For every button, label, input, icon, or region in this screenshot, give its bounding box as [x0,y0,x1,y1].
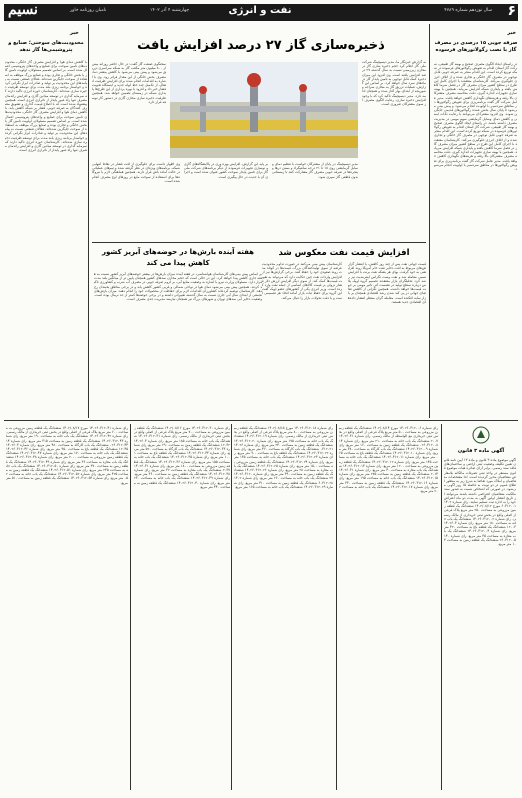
right-column-label: خبر [507,30,516,36]
notice-column-4: رای شماره ۱۴۰۲۶۰۳۱۲۰۳۰ مورخ ۱۴۰۲/۰۸/۱۶ ششدانگ یک قطعه زمین مزروعی به مساحت ۷۰۰ متر مربع پلاک فرعی از اصلی واقع در بخش ثبتی خریداری از مالک رسمی. رای شماره ۱۴۰۲۶۰۳۱۲۰۳۱ ششدانگ یک باب خانه به مساحت ۱۸۵ متر مربع. رای شماره ۱۴۰۲۶۰۳۱۲۰۳۲ ششدانگ یک قطعه زمین به مساحت ۲۹۰ متر مربع. رای شماره ۱۴۰۲۶۰۳۱۲۰۳۳ ششدانگ یک باب کارگاه به مساحت ۵۲۰ متر مربع. رای شماره ۱۴۰۲۶۰۳۱۲۰۳۴ ششدانگ یک قطعه باغ به مساحت ۱۱۰۰ متر مربع. رای شماره ۱۴۰۲۶۰۳۱۲۰۳۵ ششدانگ یک باب خانه به مساحت ۱۵۵ متر مربع. رای شماره ۱۴۰۲۶۰۳۱۲۰۳۶ ششدانگ یک قطعه زمین مزروعی به مساحت ۱۸۰۰ متر مربع. رای شماره ۱۴۰۲۶۰۳۱۲۰۳۷ ششدانگ یک باب مغازه به مساحت ۳۲ متر مربع. رای شماره ۱۴۰۲۶۰۳۱۲۰۳۸ ششدانگ یک قطعه زمین به مساحت ۳۶۰ متر مربع. رای شماره ۱۴۰۲۶۰۳۱۲۰۳۹ ششدانگ یک باب خانه به مساحت ۲۳۰ متر مربع. رای شماره ۱۴۰۲۶۰۳۱۲۰۴۰ ششدانگ یک قطعه زمین به مساحت ۴۴۰ متر مربع. [134,426,230,489]
notice-emblem-box [446,426,516,448]
oil-price-body-1: قیمت جهانی نفت پس از چند روز کاهش، با انتشار گزارش‌های مربوط به افت ذخایر نفت خام آمریکا روند افزایشی به خود گرفت. بهای هر بشکه نفت برنت با افزایش نسبی معامله شد و نفت وست تگزاس اینترمدیت نیز رشد کرد. تحلیلگران بازار معتقدند تصمیم گروه اوپک پلاس درباره سطح تولید در نشست آتی تاثیر مهمی بر جهت قیمت‌ها خواهد داشت. همچنین نگرانی از کاهش تقاضای جهانی در پی کند شدن رشد اقتصادی همچنان بر بازار سایه افکنده است. معامله گران منتظر انتشار داده‌های اقتصادی جدید هستند. [348,262,426,304]
main-story-body-3: وی اظهار داشت برای جلوگیری از افت فشار در نقاط انتهایی شبکه، برنامه‌های ویژه‌ای در نظر گرفته شده و تیم‌های عملیاتی در حالت آماده باش قرار دارند. همچنین هماهنگی لازم با نیروگاه‌ها برای استفاده از سوخت مایع در روزهای اوج مصرف انجام شده است. [92,162,180,183]
notice-column-2: رای شماره ۱۴۰۲۶۰۳۱۲۰۰۶ مورخ ۱۴۰۲/۰۸/۱۴ ششدانگ یک قطعه زمین مزروعی به مساحت ۵۰۰ متر مربع پلاک فرعی از اصلی واقع در بخش ثبتی خریداری مع الواسطه از مالک رسمی. رای شماره ۱۴۰۲۶۰۳۱۲۰۰۷ ششدانگ یک باب خانه به مساحت ۲۱۰ متر مربع. رای شماره ۱۴۰۲۶۰۳۱۲۰۰۸ ششدانگ یک قطعه زمین به مساحت ۱۶۰ متر مربع. رای شماره ۱۴۰۲۶۰۳۱۲۰۰۹ ششدانگ یک باب کارگاه به مساحت ۳۸۰ متر مربع. رای شماره ۱۴۰۲۶۰۳۱۲۰۱۰ ششدانگ یک قطعه باغ به مساحت ۶۵۰ متر مربع. رای شماره ۱۴۰۲۶۰۳۱۲۰۱۱ ششدانگ یک باب خانه به مساحت ۱۴۵ متر مربع. رای شماره ۱۴۰۲۶۰۳۱۲۰۱۲ ششدانگ یک قطعه زمین مزروعی به مساحت ۱۲۰۰ متر مربع. رای شماره ۱۴۰۲۶۰۳۱۲۰۱۳ ششدانگ یک باب مغازه به مساحت ۴۰ متر مربع. رای شماره ۱۴۰۲۶۰۳۱۲۰۱۴ ششدانگ یک قطعه زمین به مساحت ۲۷۵ متر مربع. رای شماره ۱۴۰۲۶۰۳۱۲۰۱۵ ششدانگ یک باب خانه به مساحت ۱۹۵ متر مربع. رای شماره ۱۴۰۲۶۰۳۱۲۰۱۶ ششدانگ یک قطعه زمین به مساحت ۳۳۰ متر مربع. رای شماره ۱۴۰۲۶۰۳۱۲۰۱۷ ششدانگ یک باب خانه به مساحت ۲۲۰ متر مربع. [339,426,438,494]
notice-column-1: آگهی موضوع ماده ۳ قانون و ماده ۱۳ آیین نامه قانون تعیین تکلیف وضعیت ثبتی اراضی و ساختمان‌های فاقد سند رسمی. برابر آرای صادره هیات موضوع قانون مستقر در واحد ثبتی تصرفات مالکانه بلامعارض متقاضیان محرز گردیده است. لذا مشخصات متقاضیان و املاک مورد تقاضا به شرح زیر به منظور اطلاع عموم در دو نوبت به فاصله ۱۵ روز آگهی می‌شود. در صورتی که اشخاص نسبت به صدور سند مالکیت متقاضیان اعتراضی داشته باشند می‌توانند از تاریخ انتشار اولین آگهی به مدت دو ماه اعتراض خود را به اداره ثبت تسلیم نمایند. رای شماره ۱۴۰۲۶۰۳۱۲۰۰۱ مورخ ۱۴۰۲/۰۸/۱۲ ششدانگ یک قطعه زمین مزروعی به مساحت ۲۵۰ متر مربع پلاک فرعی از اصلی واقع در بخش ثبتی خریداری از مالک رسمی. رای شماره ۱۴۰۲۶۰۳۱۲۰۰۲ ششدانگ یک باب خانه به مساحت ۱۸۰ متر مربع. رای شماره ۱۴۰۲۶۰۳۱۲۰۰۳ ششدانگ یک قطعه باغ به مساحت ۴۲۰ متر مربع. رای شماره ۱۴۰۲۶۰۳۱۲۰۰۴ ششدانگ یک باب مغازه به مساحت ۳۵ متر مربع. رای شماره ۱۴۰۲۶۰۳۱۲۰۰۵ ششدانگ یک قطعه زمین به مساحت ۳۱۰ متر مربع. [444,458,516,547]
column-rule-left [88,24,89,418]
left-column-label: خبر [70,30,79,36]
date-line: چهارشنبه ۴ آذر ۱۴۰۲ [150,8,190,13]
upper-lower-divider [4,420,518,421]
oil-box-top-rule [262,242,426,243]
notice-col-rule-3 [231,424,232,790]
notice-col-rule-4 [130,424,131,790]
main-story-body-4: بر پایه این گزارش، افزایش بهره وری در پالایشگاه‌های گازی و نوسازی تجهیزات فرسوده از دیگر برنامه‌های شرکت ملی گاز برای تامین پایدار سوخت کشور عنوان شده است و اجرای آن با جدیت در حال پیگیری است. [184,162,268,179]
rain-headline-line2: کاهش پیدا می کند [146,259,210,267]
left-column-body: با کاهش دمای هوا و افزایش مصرف گاز خانگی، محدودیت‌های تامین سوخت برای صنایع و واحدهای پتروشیمی اعمال شده است. بر اساس تصمیم مسئولان، اولویت تامین گاز با بخش خانگی و تجاری بوده و صنایع بزرگ موظف به استفاده از سوخت جایگزین شده‌اند. فعالان صنعتی نسبت به پیامدهای این محدودیت بر تولید و صادرات ابراز نگرانی کرده و خواستار برنامه ریزی بلند مدت برای توسعه ظرفیت ذخیره سازی شده‌اند. کارشناسان حوزه انرژی تاکید دارند که سرمایه گذاری در توسعه میادین گازی و افزایش راندمان مصرف تنها راه عبور پایدار از ناترازی انرژی است. همچنین پیشنهاد شده است که با اصلاح قیمت گذاری و تشویق مصرف کنندگان به صرفه جویی، فشار بر شبکه کاهش یابد. با کاهش دمای هوا و افزایش مصرف گاز خانگی، محدودیت‌های تامین سوخت برای صنایع و واحدهای پتروشیمی اعمال شده است. بر اساس تصمیم مسئولان، اولویت تامین گاز با بخش خانگی و تجاری بوده و صنایع بزرگ موظف به استفاده از سوخت جایگزین شده‌اند. فعالان صنعتی نسبت به پیامدهای این محدودیت بر تولید و صادرات ابراز نگرانی کرده و خواستار برنامه ریزی بلند مدت برای توسعه ظرفیت ذخیره سازی شده‌اند. کارشناسان حوزه انرژی تاکید دارند که سرمایه گذاری در توسعه میادین گازی و افزایش راندمان مصرف تنها راه عبور پایدار از ناترازی انرژی است. [5,60,87,153]
main-story-body-1: به گزارش خبرنگار ما، مدیر دیسپچینگ شرکت ملی گاز اعلام کرد حجم ذخیره سازی گاز در مخازن زیرزمینی نسبت به سال گذشته ۲۷ درصد افزایش یافته است. وی افزود این میزان ذخیره کمک قابل توجهی به تامین پایدار گاز در ماه‌های سرد سال خواهد کرد. بر اساس این گزارش، عملیات تزریق گاز به مخازن سراجه و شوریجه از ابتدای بهار آغاز شده و همچنان ادامه دارد. مدیر دیسپچینگ تاکید کرد که با وجود افزایش ذخیره سازی، رعایت الگوی مصرف از سوی مشترکان ضروری است. [362,60,426,107]
rain-box-top-rule [92,242,264,243]
right-column-body: در راستای ایجاد الگوی مصرف صحیح و بهینه گاز طبیعی، شرکت گاز استان اقدام به تعویض رگولاتورهای فرسوده در شبکه توزیع کرده است. این اقدام منجر به صرفه جویی قابل توجهی در مصرف گاز خانگی و تجاری شده و از اتلاف انرژی جلوگیری می‌کند. کارشناسان معتقدند با اجرای کامل این طرح در سطح کشور میزان مصرف گاز در فصل سرما کاهش یافته و پایداری شبکه افزایش می‌یابد. همچنین با بهینه سازی تجهیزات اندازه گیری، دقت محاسبه مصرف مشترکان بالا رفته و هزینه‌های نگهداری کاهش خواهد یافت. مدیر عامل شرکت گاز گفت برنامه‌ریزی برای تعویض رگولاتورها در مناطق سردسیر با اولویت انجام می‌شود و پیش بینی می‌شود تا پایان سال بخش عمده رگولاتورهای قدیمی جایگزین شوند. وی افزود مشترکان می‌توانند با رعایت نکات ایمنی و کاهش دمای وسایل گرمایشی سهم مهمی در مدیریت مصرف داشته باشند. در راستای ایجاد الگوی مصرف صحیح و بهینه گاز طبیعی، شرکت گاز استان اقدام به تعویض رگولاتورهای فرسوده در شبکه توزیع کرده است. این اقدام منجر به صرفه جویی قابل توجهی در مصرف گاز خانگی و تجاری شده و از اتلاف انرژی جلوگیری می‌کند. کارشناسان معتقدند با اجرای کامل این طرح در سطح کشور میزان مصرف گاز در فصل سرما کاهش یافته و پایداری شبکه افزایش می‌یابد. همچنین با بهینه سازی تجهیزات اندازه گیری، دقت محاسبه مصرف مشترکان بالا رفته و هزینه‌های نگهداری کاهش خواهد یافت. مدیر عامل شرکت گاز گفت برنامه‌ریزی برای تعویض رگولاتورها در مناطق سردسیر با اولویت انجام می‌شود. [434,62,517,172]
notice-col-rule-1 [441,424,442,790]
newspaper-logo: نسیم [8,2,38,18]
main-story-body-2: سخنگوی صنعت گاز گفت: در حال حاضر روزانه بیش از ۸۰۰ میلیون متر مکعب گاز به شبکه سراسری تزریق می‌شود و پیش بینی می‌شود با کاهش بیشتر دما، مصرف بخش خانگی از این مقدار فراتر رود. وی با اشاره به اقدامات انجام شده برای افزایش ظرفیت انتقال، از تکمیل چند خط لوله جدید و ایستگاه تقویت فشار خبر داد و افزود با بهره برداری از این طرح‌ها پایداری شبکه در زمستان تضمین خواهد شد. همچنین ظرفیت ذخیره سازی مخازن گازی در دستور کار توسعه قرار دارد. [92,62,166,104]
rain-headline-line1: هفته آینده بارش‌ها در حوضه‌های آبریز کشور [101,248,255,256]
notice-title: آگهی ماده ۳ قانون [457,448,505,454]
rain-body: بر اساس پیش بینی‌های کارشناسان هواشناسی، در هفته آینده میزان بارش‌ها در بیشتر حوضه‌های آبریز کشور نسبت به هفته جاری کاهش پیدا خواهد کرد. این در حالی است که حجم مخازن سدهای کشور همچنان پایین تر از میانگین بلند مدت قرار دارد. مسئولان وزارت نیرو با اشاره به وضعیت منابع آبی، بر لزوم صرفه جویی در مصرف آب شرب و کشاورزی تاکید کردند. همچنین پیش بینی می‌شود دمای هوا در نواحی شمالی و غربی کشور کاهش یابد و در برخی مناطق یخبندان رخ دهد. کارشناسان توصیه کرده‌اند کشاورزان اقدامات لازم برای حفاظت از محصولات خود را انجام دهند. میزان بارش‌های تجمعی از ابتدای سال آبی جاری نسبت به سال گذشته تغییراتی داشته و در برخی حوضه‌ها کمتر از حد نرمال بوده است. وضعیت ذخایر آبی سدهای تهران و شهرهای بزرگ نیز همچنان نیازمند مدیریت جدی مصرف است. [94,272,262,302]
pipeline-illustration [170,62,358,158]
main-headline: ذخیره‌سازی گاز ۲۷ درصد افزایش یافت [137,38,385,53]
court-emblem-icon [472,426,490,444]
section-title: نفت و انرژی [228,5,292,16]
oil-price-headline: افزایش قیمت نفت معکوس شد [278,248,410,258]
left-column-headline: محدودیت‌های سوختی؛ صنایع و پتروشیمی‌ها گاز ندهد [8,40,84,53]
oil-price-body-2: کارشناسان پیش بینی می‌کنند در صورت تداوم محدودیت عرضه از سوی تولیدکنندگان بزرگ، قیمت‌ها در کوتاه مدت روند صعودی خود را حفظ کنند. برخی گزارش‌ها نیز از افزایش واردات نفت چین حکایت دارد که می‌تواند به تقویت قیمت‌ها کمک کند. از سوی دیگر افزایش ارزش دلار فشار نزولی بر قیمت کالاهای اساسی از جمله نفت وارد کرده است. وزیر انرژی یکی از کشورهای عضو اوپک گفت این گروه برای حفظ ثبات بازار آماده اتخاذ هر تصمیمی است و با دقت تحولات بازار را دنبال می‌کند. [262,262,342,300]
notice-col-rule-2 [336,424,337,790]
publisher-line: نامبان روزنامه خاور [70,8,107,13]
notice-column-5: رای شماره ۱۴۰۲۶۰۳۱۲۰۴۱ مورخ ۱۴۰۲/۰۸/۱۷ ششدانگ یک قطعه زمین مزروعی به مساحت ۶۰۰ متر مربع پلاک فرعی از اصلی واقع در بخش ثبتی خریداری از مالک رسمی. رای شماره ۱۴۰۲۶۰۳۱۲۰۴۲ ششدانگ یک باب خانه به مساحت ۱۹۰ متر مربع. رای شماره ۱۴۰۲۶۰۳۱۲۰۴۳ ششدانگ یک قطعه زمین به مساحت ۳۱۵ متر مربع. رای شماره ۱۴۰۲۶۰۳۱۲۰۴۴ ششدانگ یک باب کارگاه به مساحت ۴۸۰ متر مربع. رای شماره ۱۴۰۲۶۰۳۱۲۰۴۵ ششدانگ یک قطعه باغ به مساحت ۹۵۰ متر مربع. رای شماره ۱۴۰۲۶۰۳۱۲۰۴۶ ششدانگ یک باب خانه به مساحت ۱۷۰ متر مربع. رای شماره ۱۴۰۲۶۰۳۱۲۰۴۷ ششدانگ یک قطعه زمین مزروعی به مساحت ۲۰۰۰ متر مربع. رای شماره ۱۴۰۲۶۰۳۱۲۰۴۸ ششدانگ یک باب مغازه به مساحت ۳۶ متر مربع. رای شماره ۱۴۰۲۶۰۳۱۲۰۴۹ ششدانگ یک قطعه زمین به مساحت ۳۷۰ متر مربع. رای شماره ۱۴۰۲۶۰۳۱۲۰۵۰ ششدانگ یک باب خانه به مساحت ۲۴۵ متر مربع. رای شماره ۱۴۰۲۶۰۳۱۲۰۵۱ ششدانگ یک قطعه زمین به مساحت ۴۲۵ متر مربع. رای شماره ۱۴۰۲۶۰۳۱۲۰۵۲ ششدانگ یک باب خانه به مساحت ۲۰۵ متر مربع. رای شماره ۱۴۰۲۶۰۳۱۲۰۵۳ ششدانگ یک قطعه زمین به مساحت ۵۱۰ متر مربع. [6,426,128,485]
issue-line: سال نوزدهم شماره ۴۷۸۹ [444,8,492,13]
notice-column-3: رای شماره ۱۴۰۲۶۰۳۱۲۰۱۸ مورخ ۱۴۰۲/۰۸/۱۵ ششدانگ یک قطعه زمین مزروعی به مساحت ۸۰۰ متر مربع پلاک فرعی از اصلی واقع در بخش ثبتی خریداری از مالک رسمی. رای شماره ۱۴۰۲۶۰۳۱۲۰۱۹ ششدانگ یک باب خانه به مساحت ۱۷۵ متر مربع. رای شماره ۱۴۰۲۶۰۳۱۲۰۲۰ ششدانگ یک قطعه زمین به مساحت ۲۴۰ متر مربع. رای شماره ۱۴۰۲۶۰۳۱۲۰۲۱ ششدانگ یک باب کارگاه به مساحت ۴۶۰ متر مربع. رای شماره ۱۴۰۲۶۰۳۱۲۰۲۲ ششدانگ یک قطعه باغ به مساحت ۹۰۰ متر مربع. رای شماره ۱۴۰۲۶۰۳۱۲۰۲۳ ششدانگ یک باب خانه به مساحت ۱۳۵ متر مربع. رای شماره ۱۴۰۲۶۰۳۱۲۰۲۴ ششدانگ یک قطعه زمین مزروعی به مساحت ۱۵۰۰ متر مربع. رای شماره ۱۴۰۲۶۰۳۱۲۰۲۵ ششدانگ یک باب مغازه به مساحت ۲۸ متر مربع. رای شماره ۱۴۰۲۶۰۳۱۲۰۲۶ ششدانگ یک قطعه زمین به مساحت ۳۹۰ متر مربع. رای شماره ۱۴۰۲۶۰۳۱۲۰۲۷ ششدانگ یک باب خانه به مساحت ۲۶۰ متر مربع. رای شماره ۱۴۰۲۶۰۳۱۲۰۲۸ ششدانگ یک قطعه زمین به مساحت ۴۱۰ متر مربع. رای شماره ۱۴۰۲۶۰۳۱۲۰۲۹ ششدانگ یک باب خانه به مساحت ۱۶۵ متر مربع. [234,426,333,489]
page-number: ۶ [507,3,516,19]
right-column-headline: صرفه جویی ۱۵ درصدی در مصرف گاز با نصب رگولاتورهای فرسوده [434,40,518,53]
column-rule-right [429,24,430,418]
gas-pipeline-photo [170,62,358,158]
main-story-body-5: مدیر دیسپچینگ در پایان از مشترکان خواست با تنظیم دمای وسایل گرمایشی روی ۱۸ تا ۲۱ درجه سانتیگراد و بستن درها و پنجره‌ها در صرفه جویی مصرف گاز مشارکت کنند تا زمستانی بدون قطعی گاز سپری شود. [272,162,358,179]
